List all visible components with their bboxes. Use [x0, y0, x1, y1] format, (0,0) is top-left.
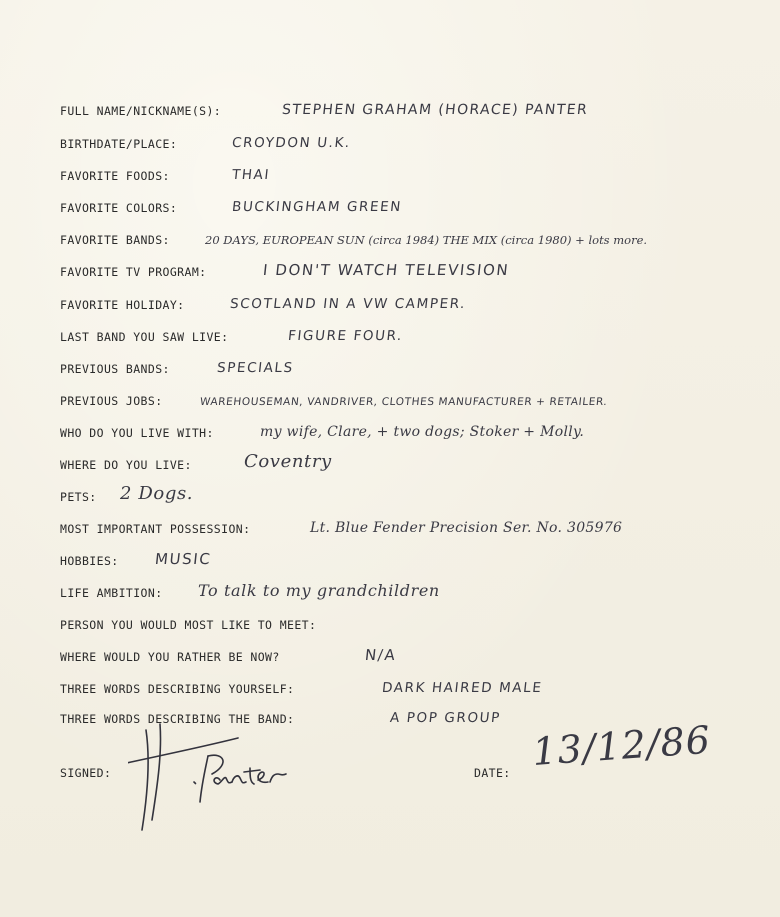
field-value: 2 Dogs.: [120, 483, 194, 504]
field-label: FULL NAME/NICKNAME(S):: [60, 104, 222, 118]
field-value: BUCKINGHAM GREEN: [231, 199, 403, 215]
field-value: FIGURE FOUR.: [287, 328, 404, 344]
field-value: my wife, Clare, + two dogs; Stoker + Molly.: [260, 424, 585, 440]
field-label: LAST BAND YOU SAW LIVE:: [60, 330, 229, 344]
signature-image: [128, 712, 318, 842]
field-value: THAI: [231, 167, 271, 183]
field-label: WHO DO YOU LIVE WITH:: [60, 426, 214, 440]
field-label: WHERE DO YOU LIVE:: [60, 458, 192, 472]
field-value: Lt. Blue Fender Precision Ser. No. 305976: [310, 520, 623, 536]
field-value: SPECIALS: [216, 360, 295, 376]
field-label: FAVORITE TV PROGRAM:: [60, 265, 207, 279]
field-label: FAVORITE HOLIDAY:: [60, 298, 185, 312]
signed-label: SIGNED:: [60, 766, 112, 780]
field-value: To talk to my grandchildren: [198, 581, 440, 600]
field-value: A POP GROUP: [389, 710, 502, 726]
field-value: I DON'T WATCH TELEVISION: [262, 261, 511, 279]
field-value: N/A: [364, 646, 398, 664]
date-value: 13/12/86: [530, 717, 713, 774]
field-value: STEPHEN GRAHAM (HORACE) PANTER: [281, 102, 589, 118]
field-label: PREVIOUS BANDS:: [60, 362, 170, 376]
field-value: MUSIC: [154, 550, 213, 568]
field-value: Coventry: [244, 451, 332, 472]
field-label: PERSON YOU WOULD MOST LIKE TO MEET:: [60, 618, 317, 632]
field-label: THREE WORDS DESCRIBING THE BAND:: [60, 712, 295, 726]
field-value: CROYDON U.K.: [231, 135, 352, 151]
field-label: PETS:: [60, 490, 97, 504]
field-label: FAVORITE FOODS:: [60, 169, 170, 183]
field-value: SCOTLAND IN A VW CAMPER.: [229, 296, 467, 312]
date-label: DATE:: [474, 766, 511, 780]
field-label: HOBBIES:: [60, 554, 119, 568]
field-label: PREVIOUS JOBS:: [60, 394, 163, 408]
field-label: LIFE AMBITION:: [60, 586, 163, 600]
field-label: BIRTHDATE/PLACE:: [60, 137, 178, 151]
field-label: WHERE WOULD YOU RATHER BE NOW?: [60, 650, 280, 664]
field-label: FAVORITE COLORS:: [60, 201, 178, 215]
field-label: THREE WORDS DESCRIBING YOURSELF:: [60, 682, 295, 696]
field-value: DARK HAIRED MALE: [381, 680, 544, 696]
field-value: 20 DAYS, EUROPEAN SUN (circa 1984) THE MIX (circa 1980) + lots more.: [205, 233, 648, 247]
field-value: WAREHOUSEMAN, VANDRIVER, CLOTHES MANUFACTURER + RETAILER.: [199, 396, 609, 408]
field-label: FAVORITE BANDS:: [60, 233, 170, 247]
field-label: MOST IMPORTANT POSSESSION:: [60, 522, 251, 536]
